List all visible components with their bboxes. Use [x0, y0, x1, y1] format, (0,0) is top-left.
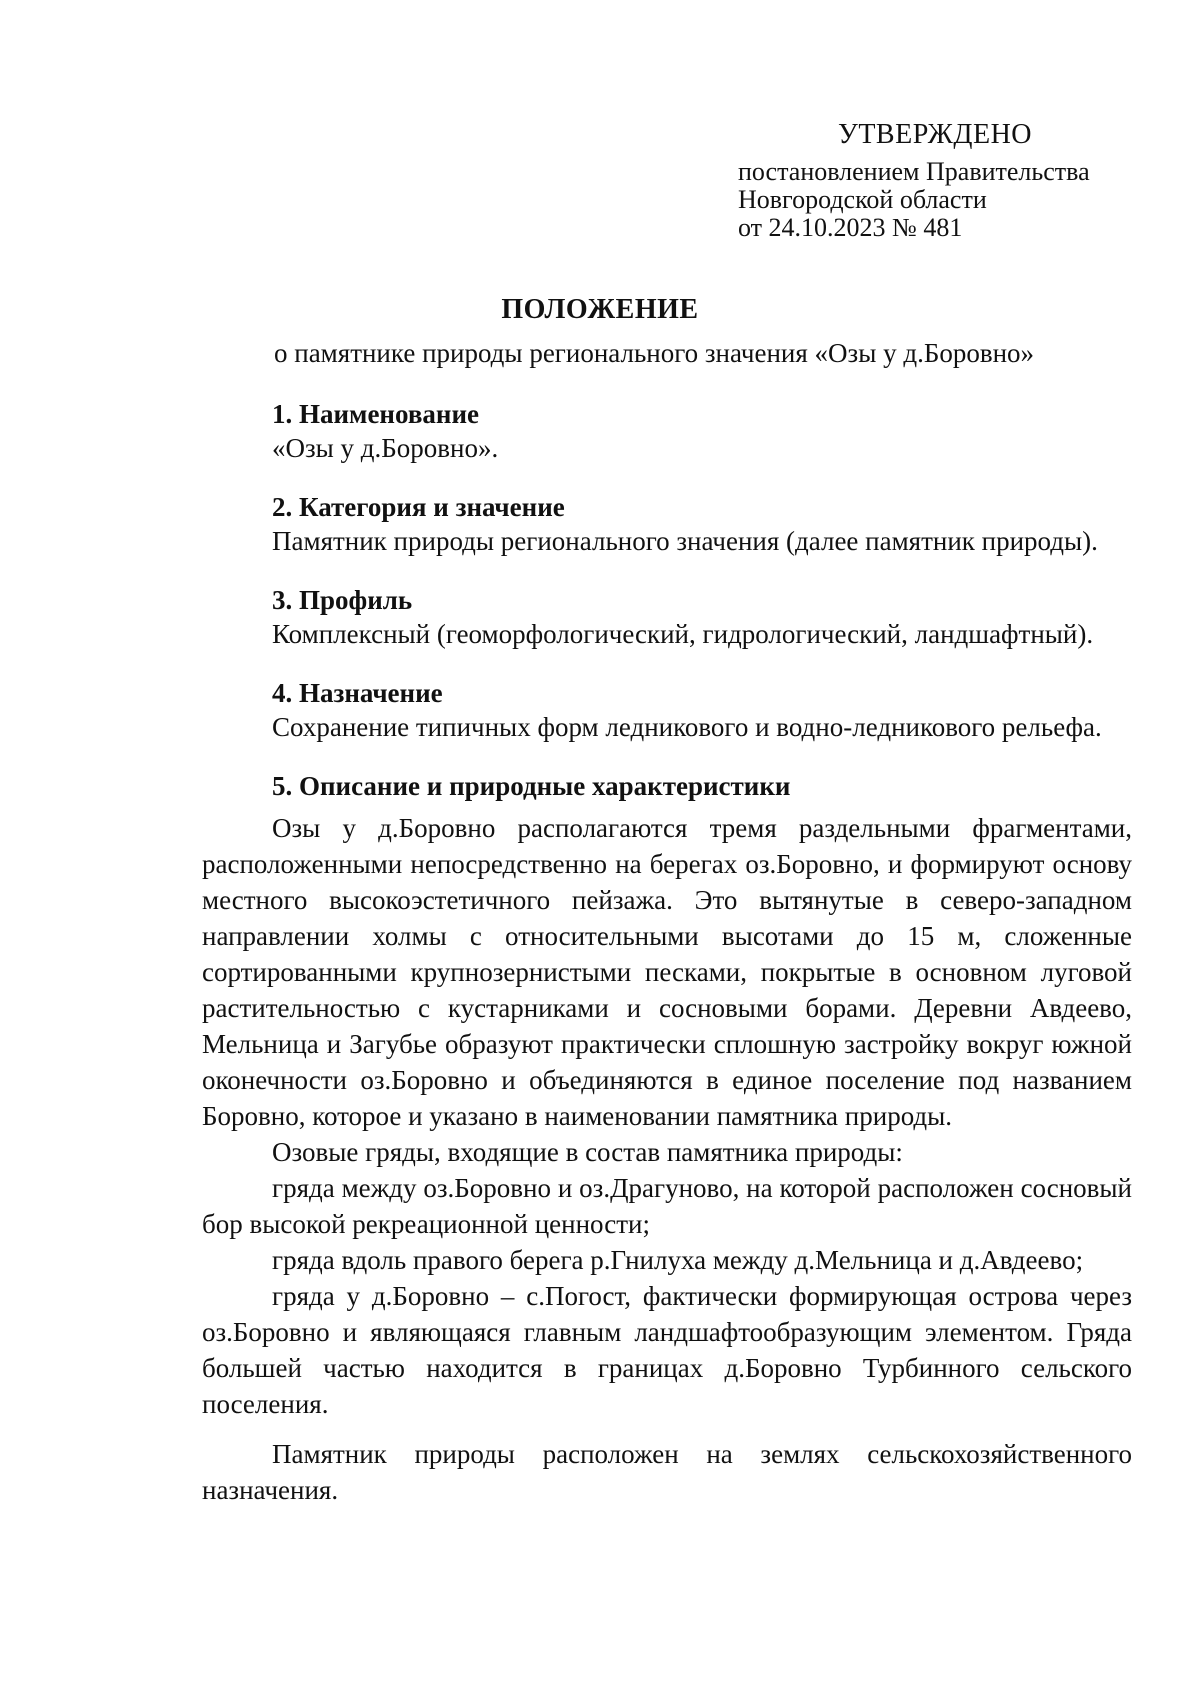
section-heading: 4. Назначение: [272, 678, 443, 708]
approval-stamp: УТВЕРЖДЕНО: [838, 119, 1033, 150]
approval-line-1: постановлением Правительства: [738, 157, 1090, 186]
approval-block: [738, 118, 1158, 242]
section-category: [272, 490, 1152, 558]
section-text: «Озы у д.Боровно».: [272, 433, 499, 463]
description-list-item: гряда между оз.Боровно и оз.Драгуново, на которой расположен сосновый бор высокой рекреационной ценности;: [202, 1173, 1132, 1239]
section-text: Сохранение типичных форм ледникового и водно-ледникового рельефа.: [272, 712, 1102, 742]
description-list-item: гряда вдоль правого берега р.Гнилуха между д.Мельница и д.Авдеево;: [272, 1245, 1084, 1275]
description-paragraph: Озовые гряды, входящие в состав памятника природы:: [272, 1137, 903, 1167]
section-heading: 3. Профиль: [272, 585, 413, 615]
description-body: [202, 810, 1132, 1508]
approval-line-2: Новгородской области: [738, 185, 987, 214]
section-heading: 1. Наименование: [272, 399, 479, 429]
section-text: Памятник природы регионального значения (далее памятник природы).: [272, 526, 1098, 556]
document-subtitle: о памятнике природы регионального значения «Озы у д.Боровно»: [274, 338, 1035, 368]
description-list-item: гряда у д.Боровно – с.Погост, фактически формирующая острова через оз.Боровно и являющаяся главным ландшафтообразующим элементом. Гряда большей частью находится в границах д.Боровно Турбинного сельского поселения.: [202, 1281, 1132, 1419]
document-title: ПОЛОЖЕНИЕ: [501, 294, 699, 325]
section-heading: 5. Описание и природные характеристики: [272, 771, 791, 801]
section-heading: 2. Категория и значение: [272, 492, 565, 522]
section-description: [272, 769, 1152, 803]
section-profile: [272, 583, 1152, 651]
section-text: Комплексный (геоморфологический, гидрологический, ландшафтный).: [272, 619, 1094, 649]
section-purpose: [272, 676, 1152, 744]
description-paragraph: Памятник природы расположен на землях сельскохозяйственного назначения.: [202, 1439, 1132, 1505]
approval-line-3: от 24.10.2023 № 481: [738, 213, 963, 242]
section-name: [272, 397, 1152, 465]
description-paragraph: Озы у д.Боровно располагаются тремя раздельными фрагментами, расположенными непосредственно на берегах оз.Боровно, и формируют основу местного высокоэстетичного пейзажа. Это вытянутые в северо-западном направлении холмы с относительными высотами до 15 м, сложенные сортированными крупнозернистыми песками, покрытые в основном луговой растительностью с кустарниками и сосновыми борами. Деревни Авдеево, Мельница и Загубье образуют практически сплошную застройку вокруг южной оконечности оз.Боровно и объединяются в единое поселение под названием Боровно, которое и указано в наименовании памятника природы.: [202, 813, 1132, 1131]
